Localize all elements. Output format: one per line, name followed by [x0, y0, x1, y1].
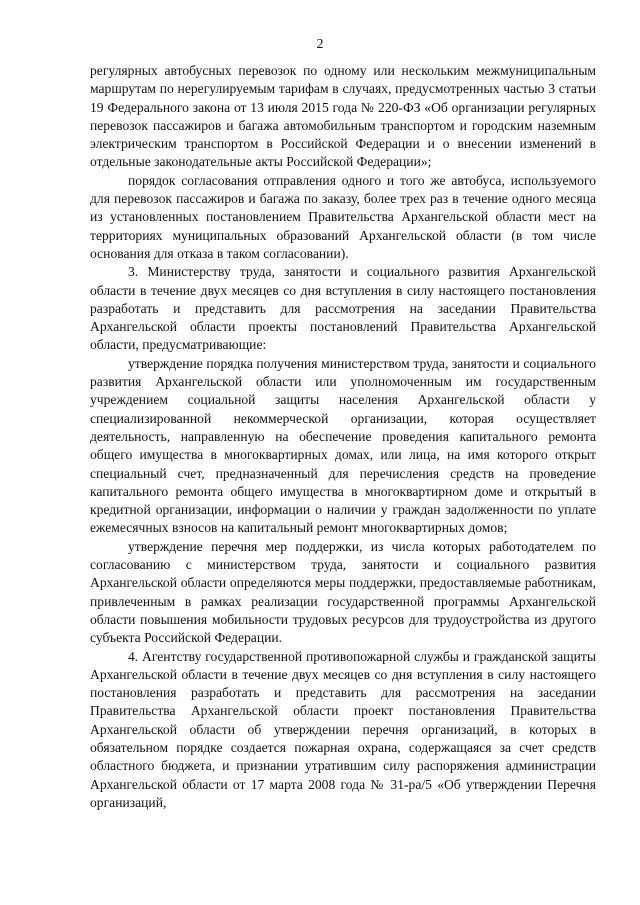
paragraph-support-measures-list: утверждение перечня мер поддержки, из числа которых работодателем по согласованию с министерством труда, занятости и социального развития Архангельской области определяются меры поддержки, предоставляемые работникам, привлеченным в рамках реализации государственной программы Архангельской области повышения мобильности трудовых ресурсов для трудоустройства из другого субъекта Российской Федерации. — [90, 538, 596, 646]
paragraph-bus-departure-procedure: порядок согласования отправления одного и того же автобуса, используемого для перевозок пассажиров и багажа по заказу, более трех раз в течение одного месяца из установленных постановлением Правительства Архангельской области мест на территориях муниципальных образований Архангельской области (в том числе основания для отказа в таком согласовании). — [90, 172, 596, 261]
page-number: 2 — [316, 37, 324, 52]
paragraph-transport-continuation: регулярных автобусных перевозок по одному или нескольким межмуниципальным маршрутам по нерегулируемым тарифам в случаях, предусмотренных частью 3 статьи 19 Федерального закона от 13 июля 2015 года № 220-ФЗ «Об организации регулярных перевозок пассажиров и багажа автомобильным транспортом и городским наземным электрическим транспортом в Российской Федерации и о внесении изменений в отдельные законодательные акты Российской Федерации»; — [90, 63, 596, 170]
paragraph-debt-information-procedure: утверждение порядка получения министерством труда, занятости и социального развития Архангельской области или уполномоченным им государственным учреждением социальной защиты населения Архангельской области у специализированной некоммерческой организации, которая осуществляет деятельность, направленную на обеспечение проведения капитального ремонта общего имущества в многоквартирных домах, или лица, на имя которого открыт специальный счет, предназначенный для перечисления средств на проведение капитального ремонта общего имущества в многоквартирном доме и открытый в кредитной организации, информации о наличии у граждан задолженности по уплате ежемесячных взносов на капитальный ремонт многоквартирных домов; — [90, 355, 596, 536]
paragraph-item-4-fire-service-agency: 4. Агентству государственной противопожарной службы и гражданской защиты Архангельской области в течение двух месяцев со дня вступления в силу настоящего постановления разработать и представить для рассмотрения на заседании Правительства Архангельской области проект постановления Правительства Архангельской области об утверждении перечня организаций, в которых в обязательном порядке создается пожарная охрана, содержащаяся за счет средств областного бюджета, и признании утратившим силу распоряжения администрации Архангельской области от 17 марта 2008 года № 31-ра/5 «Об утверждении Перечня организаций, — [90, 648, 596, 810]
paragraph-item-3-labor-ministry: 3. Министерству труда, занятости и социального развития Архангельской области в течение двух месяцев со дня вступления в силу настоящего постановления разработать и представить для рассмотрения на заседании Правительства Архангельской области проекты постановлений Правительства Архангельской области, предусматривающие: — [90, 264, 596, 353]
document-body — [90, 62, 596, 812]
